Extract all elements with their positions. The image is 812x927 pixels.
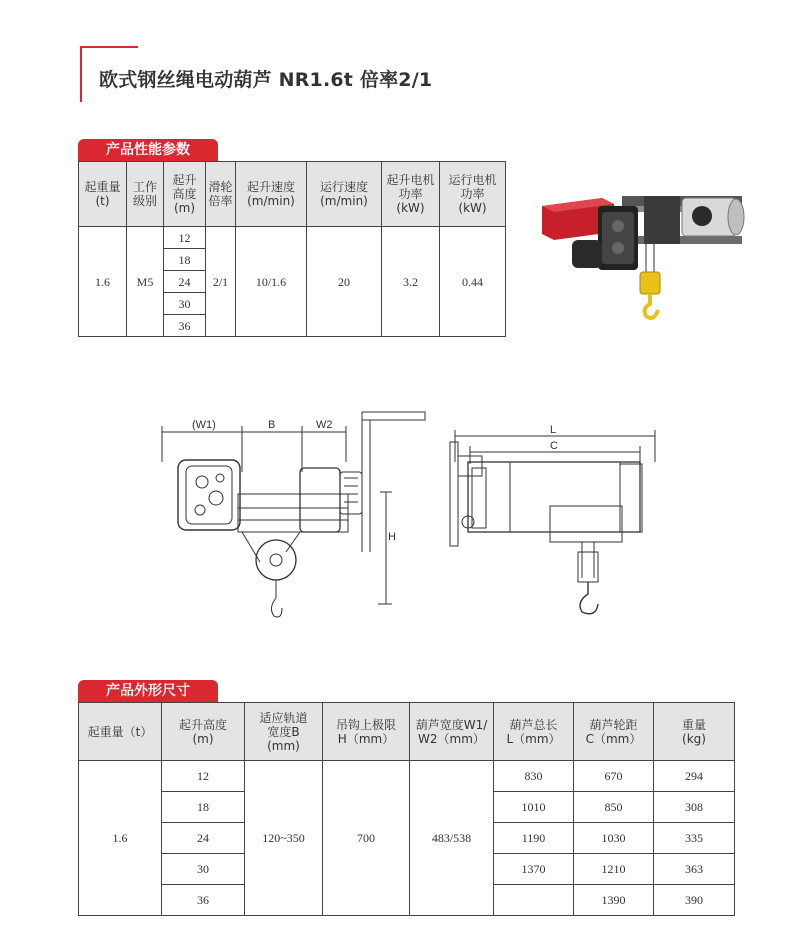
table-row (79, 227, 506, 249)
cell-length: 1370 (494, 854, 574, 885)
cell-height: 24 (164, 271, 206, 293)
page-title: 欧式钢丝绳电动葫芦 NR1.6t 倍率2/1 (99, 69, 433, 91)
dimensions-table (78, 702, 735, 916)
drawing-label-w1: (W1) (192, 419, 216, 431)
cell-wheelbase: 1210 (574, 854, 654, 885)
cell-weight: 335 (654, 823, 735, 854)
cell-lift-power: 3.2 (382, 227, 440, 337)
header-hoist-width: 葫芦宽度W1/ W2（mm） (410, 703, 494, 761)
header-duty: 工作 级别 (127, 162, 164, 227)
dimensions-section-label: 产品外形尺寸 (78, 680, 218, 702)
cell-height: 18 (162, 792, 245, 823)
cell-travel-speed: 20 (307, 227, 382, 337)
header-track-width: 适应轨道 宽度B (mm) (245, 703, 323, 761)
cell-capacity: 1.6 (79, 227, 127, 337)
header-weight: 重量 (kg) (654, 703, 735, 761)
cell-height: 30 (162, 854, 245, 885)
cell-wheelbase: 850 (574, 792, 654, 823)
drawing-label-b: B (268, 419, 276, 431)
cell-duty: M5 (127, 227, 164, 337)
cell-length: 1010 (494, 792, 574, 823)
cell-length: 1190 (494, 823, 574, 854)
header-travel-power: 运行电机 功率 (kW) (440, 162, 506, 227)
cell-wheelbase: 1030 (574, 823, 654, 854)
cell-reeving: 2/1 (206, 227, 236, 337)
performance-header-row (79, 162, 506, 227)
drawing-label-c: C (550, 440, 558, 452)
table-row (79, 761, 735, 792)
cell-weight: 390 (654, 885, 735, 916)
cell-height: 12 (162, 761, 245, 792)
cell-lift-speed: 10/1.6 (236, 227, 307, 337)
drawing-label-h: H (388, 531, 396, 543)
dimensions-header-row (79, 703, 735, 761)
cell-height: 18 (164, 249, 206, 271)
header-reeving: 滑轮 倍率 (206, 162, 236, 227)
performance-section-label: 产品性能参数 (78, 139, 218, 161)
cell-travel-power: 0.44 (440, 227, 506, 337)
cell-height: 30 (164, 293, 206, 315)
cell-weight: 294 (654, 761, 735, 792)
cell-hook-limit: 700 (323, 761, 410, 916)
hoist-technical-drawing (150, 402, 660, 627)
performance-table (78, 161, 506, 337)
cell-length (494, 885, 574, 916)
cell-capacity: 1.6 (79, 761, 162, 916)
header-hook-limit: 吊钩上极限 H（mm） (323, 703, 410, 761)
header-capacity: 起重量 (t) (79, 162, 127, 227)
header-wheelbase: 葫芦轮距 C（mm） (574, 703, 654, 761)
cell-height: 12 (164, 227, 206, 249)
cell-length: 830 (494, 761, 574, 792)
cell-height: 36 (162, 885, 245, 916)
cell-track-width: 120~350 (245, 761, 323, 916)
header-lift-speed: 起升速度 (m/min) (236, 162, 307, 227)
cell-hoist-width: 483/538 (410, 761, 494, 916)
hoist-product-photo (532, 176, 764, 324)
cell-wheelbase: 670 (574, 761, 654, 792)
header-hoist-length: 葫芦总长 L（mm） (494, 703, 574, 761)
drawing-label-l: L (550, 424, 557, 436)
cell-height: 36 (164, 315, 206, 337)
cell-weight: 363 (654, 854, 735, 885)
header-travel-speed: 运行速度 (m/min) (307, 162, 382, 227)
header-lift-height: 起升 高度 (m) (164, 162, 206, 227)
drawing-label-w2: W2 (316, 419, 333, 431)
cell-weight: 308 (654, 792, 735, 823)
cell-height: 24 (162, 823, 245, 854)
header-capacity: 起重量（t） (79, 703, 162, 761)
cell-wheelbase: 1390 (574, 885, 654, 916)
header-lift-power: 起升电机 功率 (kW) (382, 162, 440, 227)
header-lift-height: 起升高度 (m) (162, 703, 245, 761)
